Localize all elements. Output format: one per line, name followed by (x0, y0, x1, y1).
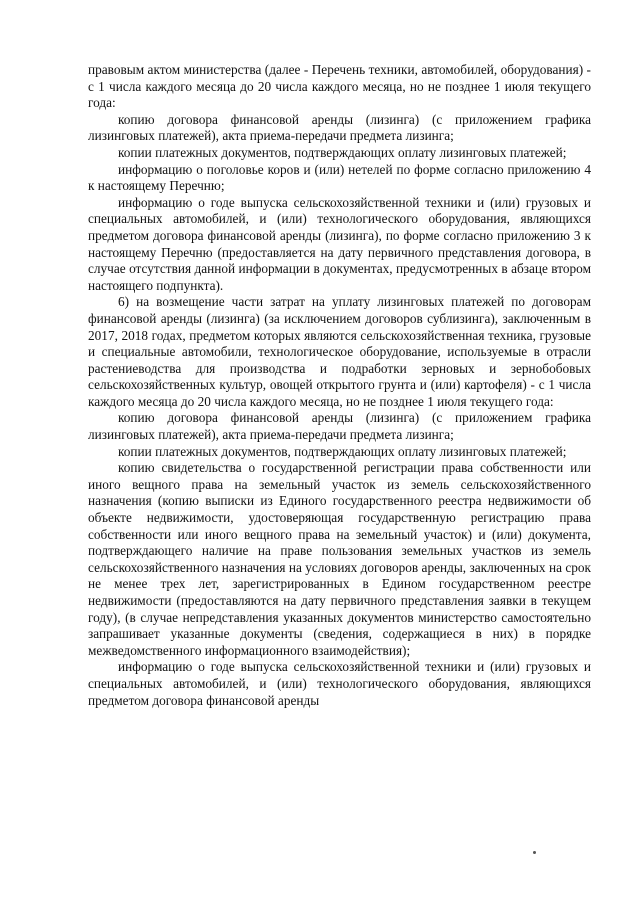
paragraph: копию договора финансовой аренды (лизинга) (с приложением графика лизинговых платежей), акта приема-передачи предмета лизинга; (88, 410, 591, 443)
scan-dot-mark (533, 851, 536, 854)
paragraph-subitem-6: 6) на возмещение части затрат на уплату лизинговых платежей по договорам финансовой аренды (лизинга) (за исключением договоров сублизинга), заключенным в 2017, 2018 годах, предметом которых являются сельскохозяйственная техника, грузовые и специальные автомобили, технологическое оборудование, используемые в отрасли растениеводства для производства и подработки зерновых и зернобобовых сельскохозяйственных культур, овощей открытого грунта и (или) картофеля) - с 1 числа каждого месяца до 20 числа каждого месяца, но не позднее 1 июля текущего года: (88, 294, 591, 409)
paragraph-continuation: правовым актом министерства (далее - Перечень техники, автомобилей, оборудования) - с 1 числа каждого месяца до 20 числа каждого месяца, но не позднее 1 июля текущего года: (88, 62, 591, 111)
paragraph: информацию о годе выпуска сельскохозяйственной техники и (или) грузовых и специальных автомобилей, и (или) технологического оборудования, являющихся предметом договора финансовой аренды (лизинга), по форме согласно приложению 3 к настоящему Перечню (предоставляется на дату первичного представления договора, в случае отсутствия данной информации в документах, предусмотренных в абзаце втором настоящего подпункта). (88, 194, 591, 293)
paragraph: копию договора финансовой аренды (лизинга) (с приложением графика лизинговых платежей), акта приема-передачи предмета лизинга; (88, 111, 591, 144)
paragraph: информацию о годе выпуска сельскохозяйственной техники и (или) грузовых и специальных автомобилей, и (или) технологического оборудования, являющихся предметом договора финансовой аренды (88, 659, 591, 708)
paragraph: копии платежных документов, подтверждающих оплату лизинговых платежей; (118, 443, 567, 459)
paragraph: копию свидетельства о государственной регистрации права собственности или иного вещного права на земельный участок из земель сельскохозяйственного назначения (копию выписки из Единого государственного реестра недвижимости об объекте недвижимости, удостоверяющая государственную регистрацию права собственности или иного вещного права на земельный участок) и (или) документа, подтверждающего наличие на праве пользования земельных участков из земель сельскохозяйственного назначения на условиях договоров аренды, заключенных на срок не менее трех лет, зарегистрированных в Едином государственном реестре недвижимости (предоставляются на дату первичного представления заявки в текущем году), (в случае непредставления указанных документов министерство самостоятельно запрашивает указанные документы (сведения, содержащиеся в них) в порядке межведомственного информационного взаимодействия); (88, 460, 591, 658)
paragraph: информацию о поголовье коров и (или) нетелей по форме согласно приложению 4 к настоящему Перечню; (88, 161, 591, 194)
paragraph: копии платежных документов, подтверждающих оплату лизинговых платежей; (118, 144, 567, 160)
document-page (88, 62, 591, 709)
